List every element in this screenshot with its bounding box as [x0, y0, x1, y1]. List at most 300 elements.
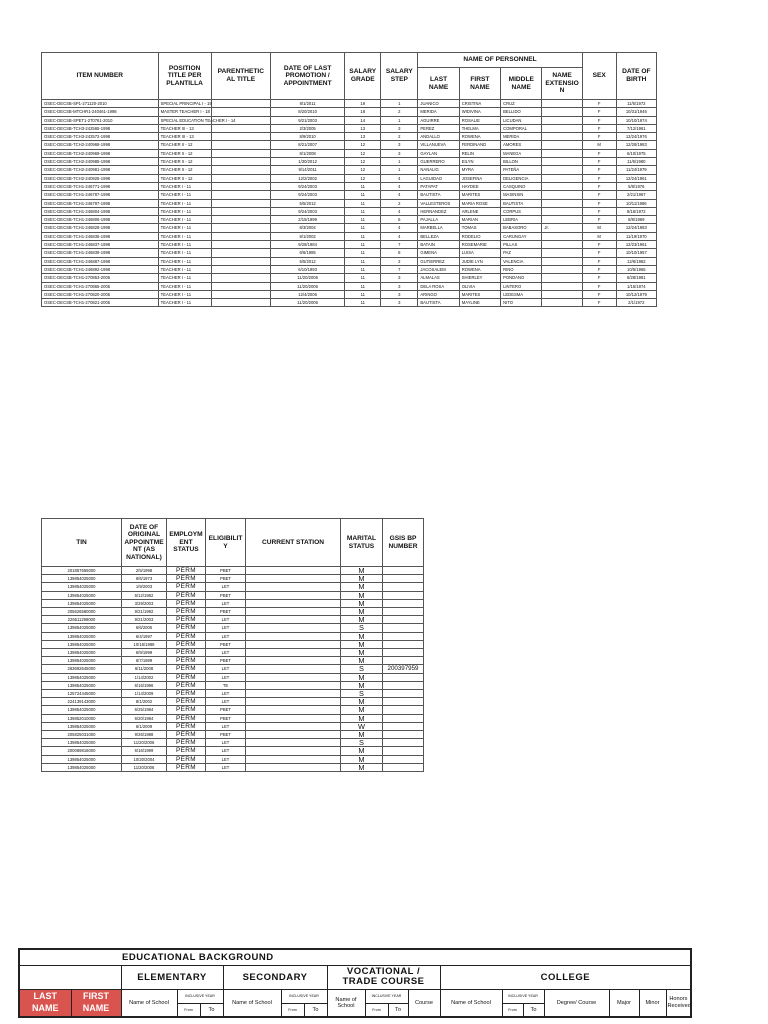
original-appointment-cell: 2/5/1998	[122, 567, 167, 575]
sex-cell: F	[582, 182, 616, 190]
header-date-of-birth: DATE OF BIRTH	[616, 53, 656, 100]
original-appointment-cell: 6/1/2009	[122, 722, 167, 730]
vocational-header: VOCATIONAL / TRADE COURSE	[327, 965, 440, 989]
middle-name-cell: CRUZ	[501, 100, 542, 108]
current-station-cell	[246, 567, 341, 575]
date-of-birth-cell: 11/19/1970	[616, 232, 656, 240]
salary-grade-cell: 13	[345, 133, 381, 141]
table-row	[42, 739, 424, 747]
table-row	[42, 722, 424, 730]
table-row	[42, 681, 424, 689]
gsis-bp-cell	[383, 673, 424, 681]
first-name-cell: SHIERLEY	[459, 274, 500, 282]
table-row	[42, 241, 657, 249]
parenthetical-cell	[211, 100, 270, 108]
original-appointment-cell: 3/29/2003	[122, 599, 167, 607]
name-extension-cell	[542, 257, 582, 265]
employment-status-cell: PERM	[167, 665, 206, 673]
date-of-birth-cell: 12/24/1961	[616, 174, 656, 182]
date-of-birth-cell: 2/1/1972	[616, 299, 656, 307]
item-number-cell: OSEC-DECSB-TCH1-246892-1998	[42, 265, 159, 273]
tin-cell: 139854025000	[42, 632, 122, 640]
elementary-school-header: Name of School	[121, 989, 177, 1017]
gsis-bp-cell	[383, 755, 424, 763]
item-number-cell: OSEC-DECSB-TCH3-242572-1998	[42, 133, 159, 141]
vocational-to: To	[388, 1003, 408, 1017]
table-row	[42, 224, 657, 232]
date-of-birth-cell: 10/5/1965	[616, 265, 656, 273]
last-name-cell: MARBELLA	[418, 224, 459, 232]
eligibility-cell: LET	[206, 747, 246, 755]
table-row	[42, 265, 657, 273]
first-name-cell: ROSEMARIE	[459, 241, 500, 249]
sex-cell: F	[582, 216, 616, 224]
original-appointment-cell: 6/12/1982	[122, 591, 167, 599]
tin-cell: 139854025000	[42, 657, 122, 665]
salary-step-cell: 2	[381, 108, 418, 116]
employment-status-cell: PERM	[167, 739, 206, 747]
marital-status-cell: M	[341, 640, 383, 648]
tin-cell: 200069816000	[42, 747, 122, 755]
name-extension-cell	[542, 249, 582, 257]
promotion-date-cell: 12/2/2002	[271, 174, 345, 182]
gsis-bp-cell	[383, 640, 424, 648]
gsis-bp-cell	[383, 706, 424, 714]
marital-status-cell: M	[341, 649, 383, 657]
eligibility-cell: LET	[206, 649, 246, 657]
marital-status-cell: M	[341, 698, 383, 706]
sex-cell: F	[582, 108, 616, 116]
employment-status-cell: PERM	[167, 755, 206, 763]
position-cell: MASTER TEACHER I - 18	[158, 108, 211, 116]
employment-status-cell: PERM	[167, 722, 206, 730]
personnel-rows	[42, 100, 657, 307]
date-of-birth-cell: 8/28/1981	[616, 274, 656, 282]
table-row	[42, 282, 657, 290]
name-extension-cell	[542, 174, 582, 182]
promotion-date-cell: 5/5/2012	[271, 199, 345, 207]
table-row	[42, 249, 657, 257]
promotion-date-cell: 8/21/2007	[271, 141, 345, 149]
position-cell: TEACHER I - 11	[158, 282, 211, 290]
name-extension-cell	[542, 216, 582, 224]
position-cell: TEACHER III - 13	[158, 124, 211, 132]
promotion-date-cell: 2/3/2005	[271, 124, 345, 132]
first-name-cell: THELMA	[459, 124, 500, 132]
header-salary-step: SALARY STEP	[381, 53, 418, 100]
current-station-cell	[246, 755, 341, 763]
parenthetical-cell	[211, 299, 270, 307]
sex-cell: F	[582, 299, 616, 307]
secondary-school-header: Name of School	[223, 989, 281, 1017]
item-number-cell: OSEC-DECSB-TCH2-240925-1998	[42, 174, 159, 182]
employment-table	[41, 518, 424, 772]
header-parenthetical-title: PARENTHETIC AL TITLE	[211, 53, 270, 100]
current-station-cell	[246, 657, 341, 665]
employment-status-cell: PERM	[167, 690, 206, 698]
middle-name-cell: BAUTISTA	[501, 199, 542, 207]
parenthetical-cell	[211, 232, 270, 240]
table-row	[42, 616, 424, 624]
table-row	[42, 158, 657, 166]
vocational-from: From	[365, 1003, 388, 1017]
last-name-cell: BELLEZA	[418, 232, 459, 240]
middle-name-cell: BILLON	[501, 158, 542, 166]
salary-step-cell: 3	[381, 282, 418, 290]
position-cell: TEACHER I - 11	[158, 224, 211, 232]
position-cell: TEACHER I - 11	[158, 216, 211, 224]
eligibility-cell: LET	[206, 583, 246, 591]
table-row	[42, 731, 424, 739]
middle-name-cell: NITO	[501, 299, 542, 307]
secondary-inclusive-year: INCLUSIVE YEAR	[281, 989, 327, 1003]
table-row	[42, 257, 657, 265]
parenthetical-cell	[211, 124, 270, 132]
sex-cell: F	[582, 249, 616, 257]
salary-grade-cell: 12	[345, 149, 381, 157]
eligibility-cell: PBET	[206, 657, 246, 665]
tin-cell: 226511298000	[42, 616, 122, 624]
secondary-header: SECONDARY	[223, 965, 327, 989]
table-row	[42, 624, 424, 632]
middle-name-cell: LEBRIA	[501, 216, 542, 224]
employment-status-cell: PERM	[167, 698, 206, 706]
middle-name-cell: CARUNGAY	[501, 232, 542, 240]
eligibility-cell: LET	[206, 690, 246, 698]
employment-status-cell: PERM	[167, 640, 206, 648]
last-name-cell: PATAPAT	[418, 182, 459, 190]
middle-name-cell: PATEÑA	[501, 166, 542, 174]
position-cell: TEACHER II - 12	[158, 149, 211, 157]
first-name-header: FIRST NAME	[71, 989, 121, 1017]
salary-step-cell: 3	[381, 124, 418, 132]
date-of-birth-cell: 12/24/1983	[616, 224, 656, 232]
tin-cell: 205825031000	[42, 731, 122, 739]
name-extension-cell	[542, 182, 582, 190]
original-appointment-cell: 6/4/1997	[122, 632, 167, 640]
sex-cell: M	[582, 232, 616, 240]
gsis-bp-cell	[383, 608, 424, 616]
table-row	[42, 124, 657, 132]
last-name-cell: VILLANUEVA	[418, 141, 459, 149]
date-of-birth-cell: 12/23/1961	[616, 241, 656, 249]
table-row	[42, 665, 424, 673]
table-row	[42, 141, 657, 149]
original-appointment-cell: 6/25/1984	[122, 706, 167, 714]
first-name-cell: WIDIVINA	[459, 108, 500, 116]
name-extension-cell	[542, 207, 582, 215]
position-cell: TEACHER I - 11	[158, 299, 211, 307]
date-of-birth-cell: 12/24/1976	[616, 133, 656, 141]
promotion-date-cell: 11/20/2006	[271, 299, 345, 307]
salary-step-cell: 4	[381, 224, 418, 232]
original-appointment-cell: 6/11/2008	[122, 665, 167, 673]
education-title: EDUCATIONAL BACKGROUND	[121, 949, 691, 965]
first-name-cell: EILYN	[459, 158, 500, 166]
sex-cell: F	[582, 166, 616, 174]
last-name-cell: PAJALLA	[418, 216, 459, 224]
current-station-cell	[246, 698, 341, 706]
original-appointment-cell: 11/20/2006	[122, 739, 167, 747]
current-station-cell	[246, 665, 341, 673]
position-cell: TEACHER I - 11	[158, 207, 211, 215]
employment-status-cell: PERM	[167, 632, 206, 640]
middle-name-cell: AMORES	[501, 141, 542, 149]
college-header: COLLEGE	[440, 965, 691, 989]
first-name-cell: MARITES	[459, 290, 500, 298]
gsis-bp-cell	[383, 714, 424, 722]
table-row	[42, 149, 657, 157]
sex-cell: M	[582, 224, 616, 232]
table-row	[42, 290, 657, 298]
promotion-date-cell: 5/5/2012	[271, 257, 345, 265]
eligibility-cell: PBET	[206, 608, 246, 616]
salary-step-cell: 4	[381, 182, 418, 190]
item-number-cell: OSEC-DECSB-TCH1-270821-2005	[42, 299, 159, 307]
current-station-cell	[246, 640, 341, 648]
current-station-cell	[246, 649, 341, 657]
item-number-cell: OSEC-DECSB-TCH1-246828-1998	[42, 224, 159, 232]
last-name-cell: GUTIERREZ	[418, 257, 459, 265]
secondary-from: From	[281, 1003, 304, 1017]
parenthetical-cell	[211, 166, 270, 174]
major-header: Major	[609, 989, 639, 1017]
tin-cell: 139854025000	[42, 624, 122, 632]
promotion-date-cell: 8/9/2010	[271, 133, 345, 141]
item-number-cell: OSEC-DECSB-TCH1-246771-1998	[42, 182, 159, 190]
first-name-cell: RODELIO	[459, 232, 500, 240]
eligibility-cell: PBET	[206, 575, 246, 583]
tin-cell: 139854025000	[42, 673, 122, 681]
item-number-cell: OSEC-DECSB-TCH2-240968-1998	[42, 141, 159, 149]
sex-cell: F	[582, 282, 616, 290]
name-extension-cell	[542, 265, 582, 273]
middle-name-cell: MASINSIN	[501, 191, 542, 199]
salary-grade-cell: 11	[345, 241, 381, 249]
tin-cell: 139854025000	[42, 599, 122, 607]
first-name-cell: OLIVIA	[459, 282, 500, 290]
salary-grade-cell: 12	[345, 166, 381, 174]
item-number-cell: OSEC-DECSB-TCH1-246787-1998	[42, 191, 159, 199]
employment-status-cell: PERM	[167, 616, 206, 624]
salary-step-cell: 4	[381, 174, 418, 182]
marital-status-cell: M	[341, 657, 383, 665]
tin-cell: 139854025000	[42, 575, 122, 583]
gsis-bp-cell	[383, 632, 424, 640]
current-station-cell	[246, 591, 341, 599]
college-school-header: Name of School	[440, 989, 502, 1017]
parenthetical-cell	[211, 108, 270, 116]
current-station-cell	[246, 722, 341, 730]
table-row	[42, 632, 424, 640]
original-appointment-cell: 6/6/1973	[122, 575, 167, 583]
header-tin: TIN	[42, 519, 122, 567]
middle-name-cell: MANEGA	[501, 149, 542, 157]
name-extension-cell	[542, 108, 582, 116]
item-number-cell: OSEC-DECSB-TCH2-240969-1998	[42, 149, 159, 157]
salary-grade-cell: 11	[345, 257, 381, 265]
original-appointment-cell: 9/26/1988	[122, 731, 167, 739]
tin-cell: 263692645000	[42, 665, 122, 673]
first-name-cell: MYRA	[459, 166, 500, 174]
sex-cell: F	[582, 290, 616, 298]
employment-status-cell: PERM	[167, 608, 206, 616]
sex-cell: M	[582, 141, 616, 149]
header-marital-status: MARITAL STATUS	[341, 519, 383, 567]
salary-grade-cell: 11	[345, 207, 381, 215]
eligibility-cell: PBET	[206, 714, 246, 722]
marital-status-cell: M	[341, 731, 383, 739]
name-extension-cell	[542, 124, 582, 132]
parenthetical-cell	[211, 216, 270, 224]
position-cell: TEACHER I - 11	[158, 257, 211, 265]
date-of-birth-cell: 2/21/1967	[616, 191, 656, 199]
date-of-birth-cell: 1/15/1974	[616, 282, 656, 290]
name-extension-cell	[542, 191, 582, 199]
parenthetical-cell	[211, 149, 270, 157]
parenthetical-cell	[211, 265, 270, 273]
name-extension-cell: Jr.	[542, 224, 582, 232]
tin-cell: 139854025000	[42, 649, 122, 657]
promotion-date-cell: 9/21/2003	[271, 116, 345, 124]
middle-name-cell: LICUDAN	[501, 116, 542, 124]
sex-cell: F	[582, 149, 616, 157]
table-row	[42, 232, 657, 240]
salary-grade-cell: 11	[345, 224, 381, 232]
salary-step-cell: 4	[381, 207, 418, 215]
first-name-cell: HAYDEE	[459, 182, 500, 190]
last-name-cell: HERNANDEZ	[418, 207, 459, 215]
last-name-cell: JACOSALEM	[418, 265, 459, 273]
eligibility-cell: TE	[206, 681, 246, 689]
position-cell: TEACHER I - 11	[158, 191, 211, 199]
eligibility-cell: LET	[206, 698, 246, 706]
original-appointment-cell: 6/16/1999	[122, 747, 167, 755]
item-number-cell: OSEC-DECSB-SP1-271120-2010	[42, 100, 159, 108]
college-inclusive-year: INCLUSIVE YEAR	[502, 989, 544, 1003]
gsis-bp-cell	[383, 690, 424, 698]
eligibility-cell: LET	[206, 763, 246, 771]
table-row	[42, 116, 657, 124]
promotion-date-cell: 2/15/1999	[271, 216, 345, 224]
name-extension-cell	[542, 299, 582, 307]
personnel-table	[41, 52, 657, 307]
item-number-cell: OSEC-DECSB-TCH1-270820-2005	[42, 290, 159, 298]
marital-status-cell: M	[341, 714, 383, 722]
college-from: From	[502, 1003, 523, 1017]
middle-name-cell: DELIGENCIA	[501, 174, 542, 182]
item-number-cell: OSEC-DECSB-MTCHR1-240461-1998	[42, 108, 159, 116]
salary-grade-cell: 19	[345, 100, 381, 108]
header-salary-grade: SALARY GRADE	[345, 53, 381, 100]
salary-grade-cell: 12	[345, 158, 381, 166]
date-of-birth-cell: 8/8/1969	[616, 216, 656, 224]
sex-cell: F	[582, 207, 616, 215]
table-row	[42, 673, 424, 681]
middle-name-cell: PAZ	[501, 249, 542, 257]
table-row	[42, 166, 657, 174]
table-row	[42, 182, 657, 190]
sex-cell: F	[582, 257, 616, 265]
middle-name-cell: LEDESMA	[501, 290, 542, 298]
salary-step-cell: 1	[381, 116, 418, 124]
marital-status-cell: M	[341, 673, 383, 681]
marital-status-cell: S	[341, 665, 383, 673]
employment-status-cell: PERM	[167, 567, 206, 575]
marital-status-cell: S	[341, 690, 383, 698]
current-station-cell	[246, 747, 341, 755]
salary-grade-cell: 11	[345, 290, 381, 298]
marital-status-cell: S	[341, 739, 383, 747]
tin-cell: 139854025000	[42, 706, 122, 714]
promotion-date-cell: 9/24/2003	[271, 207, 345, 215]
table-row	[42, 575, 424, 583]
last-name-cell: NANALIG	[418, 166, 459, 174]
table-row	[42, 174, 657, 182]
table-row	[42, 299, 657, 307]
sex-cell: F	[582, 265, 616, 273]
last-name-header: LAST NAME	[19, 989, 71, 1017]
promotion-date-cell: 6/10/1993	[271, 265, 345, 273]
marital-status-cell: M	[341, 681, 383, 689]
name-extension-cell	[542, 141, 582, 149]
first-name-cell: ARLENE	[459, 207, 500, 215]
salary-grade-cell: 11	[345, 299, 381, 307]
date-of-birth-cell: 8/16/1972	[616, 207, 656, 215]
table-row	[42, 274, 657, 282]
salary-step-cell: 2	[381, 133, 418, 141]
eligibility-cell: PBET	[206, 640, 246, 648]
degree-course-header: Degree/ Course	[544, 989, 609, 1017]
table-row	[42, 191, 657, 199]
middle-name-cell: BELLIDO	[501, 108, 542, 116]
gsis-bp-cell	[383, 583, 424, 591]
item-number-cell: OSEC-DECSB-TCH3-242565-1998	[42, 124, 159, 132]
current-station-cell	[246, 599, 341, 607]
salary-step-cell: 7	[381, 241, 418, 249]
salary-step-cell: 1	[381, 100, 418, 108]
tin-cell: 139854025000	[42, 722, 122, 730]
tin-cell: 139854025000	[42, 591, 122, 599]
salary-step-cell: 2	[381, 199, 418, 207]
gsis-bp-cell	[383, 616, 424, 624]
table-row	[42, 216, 657, 224]
gsis-bp-cell	[383, 739, 424, 747]
sex-cell: F	[582, 158, 616, 166]
parenthetical-cell	[211, 191, 270, 199]
employment-status-cell: PERM	[167, 714, 206, 722]
first-name-cell: ROSALIE	[459, 116, 500, 124]
first-name-cell: RELIN	[459, 149, 500, 157]
header-name-of-personnel: NAME OF PERSONNEL	[418, 53, 582, 68]
employment-status-cell: PERM	[167, 657, 206, 665]
salary-step-cell: 3	[381, 299, 418, 307]
last-name-cell: ALMALAS	[418, 274, 459, 282]
promotion-date-cell: 12/4/2006	[271, 290, 345, 298]
parenthetical-cell	[211, 182, 270, 190]
promotion-date-cell: 9/14/2011	[271, 166, 345, 174]
last-name-cell: MERIDA	[418, 108, 459, 116]
salary-step-cell: 4	[381, 232, 418, 240]
original-appointment-cell: 1/14/2009	[122, 690, 167, 698]
header-last-name: LAST NAME	[418, 68, 459, 100]
marital-status-cell: M	[341, 763, 383, 771]
promotion-date-cell: 1/30/2012	[271, 158, 345, 166]
parenthetical-cell	[211, 224, 270, 232]
first-name-cell: TOMAS	[459, 224, 500, 232]
salary-grade-cell: 11	[345, 265, 381, 273]
salary-grade-cell: 14	[345, 116, 381, 124]
